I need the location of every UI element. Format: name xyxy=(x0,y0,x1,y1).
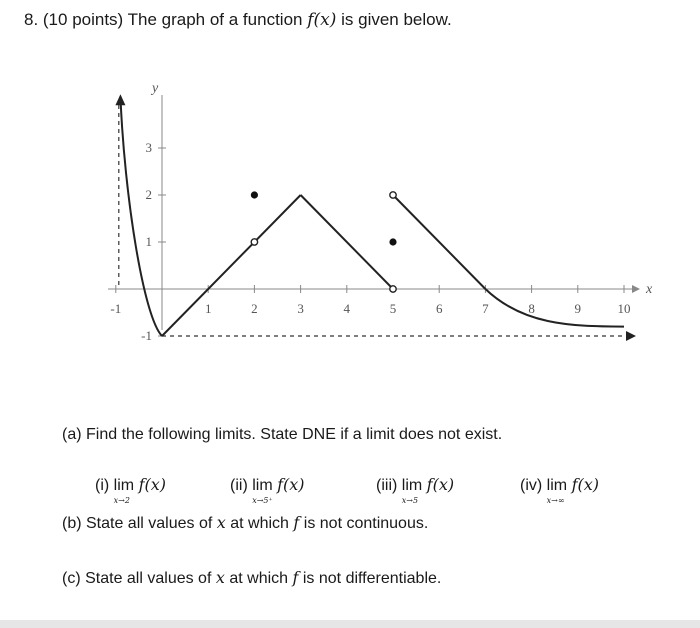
limit-label: (iii) xyxy=(376,477,398,494)
y-tick-label: 3 xyxy=(145,140,152,155)
part-b-text-1: (b) State all values of xyxy=(62,515,213,532)
bottom-bar xyxy=(0,620,700,628)
var-f: f xyxy=(293,513,300,532)
var-x: x xyxy=(215,568,225,587)
axes xyxy=(108,95,640,330)
left-curve-segment xyxy=(120,96,162,336)
x-tick-label: -1 xyxy=(110,301,122,316)
var-x: x xyxy=(216,513,226,532)
part-c-text-1: (c) State all values of xyxy=(62,570,212,587)
graph-points xyxy=(251,191,397,292)
x-tick-label: 10 xyxy=(617,301,631,316)
tick-marks xyxy=(116,148,624,336)
closed-point xyxy=(251,191,258,198)
asymptote-arrow xyxy=(626,331,636,341)
x-tick-label: 9 xyxy=(574,301,582,316)
limit-label: (iv) xyxy=(520,477,543,494)
x-tick-label: 3 xyxy=(297,301,304,316)
limit-lim: lim xyxy=(252,477,273,494)
asymptotes xyxy=(119,105,636,341)
limit-iii xyxy=(376,475,455,505)
var-f: f xyxy=(292,568,299,587)
x-tick-label: 4 xyxy=(343,301,351,316)
limit-expr: f(x) xyxy=(426,475,455,494)
limit-ii xyxy=(230,475,305,505)
limit-expr: f(x) xyxy=(138,475,166,494)
x-tick-label: 2 xyxy=(251,301,258,316)
tick-labels xyxy=(110,140,630,343)
function-notation: f(x) xyxy=(307,10,337,30)
limit-expr: f(x) xyxy=(277,475,305,494)
limit-lim: lim xyxy=(546,477,568,494)
part-b xyxy=(62,513,428,533)
limit-subscript: x→5⁺ xyxy=(252,496,273,505)
x-tick-label: 6 xyxy=(435,301,443,316)
x-axis-label: x xyxy=(646,282,653,297)
x-tick-label: 1 xyxy=(204,301,212,316)
limit-label: (i) xyxy=(95,477,110,494)
limit-i xyxy=(95,475,166,505)
y-tick-label: 1 xyxy=(145,234,152,249)
x-axis-arrow xyxy=(632,285,640,293)
right-curve-segment xyxy=(485,289,624,327)
line-segment xyxy=(393,195,485,289)
y-axis-label: y xyxy=(152,81,159,96)
x-tick-label: 8 xyxy=(528,301,535,316)
question-number-points: 8. (10 points) The graph of a function xyxy=(24,10,303,29)
limit-label: (ii) xyxy=(230,477,248,494)
limit-iv xyxy=(520,475,599,505)
part-c-text-3: is not differentiable. xyxy=(302,570,442,587)
open-point xyxy=(251,239,257,245)
open-point xyxy=(390,192,396,198)
line-segment xyxy=(162,195,301,336)
open-point xyxy=(390,286,396,292)
part-b-text-2: at which xyxy=(230,515,289,532)
limit-subscript: x→2 xyxy=(113,496,130,505)
line-segment xyxy=(301,195,393,289)
left-curve-arrow xyxy=(115,94,125,105)
limit-lim: lim xyxy=(113,477,135,494)
limit-subscript: x→5 xyxy=(401,496,419,505)
y-tick-label: -1 xyxy=(141,328,152,343)
x-tick-label: 5 xyxy=(389,301,397,316)
limit-lim: lim xyxy=(401,477,423,494)
part-b-text-3: is not continuous. xyxy=(303,515,429,532)
y-tick-label: 2 xyxy=(145,187,152,202)
part-c xyxy=(62,568,441,588)
graph-segments xyxy=(115,94,624,336)
limit-expr: f(x) xyxy=(571,475,599,494)
part-c-text-2: at which xyxy=(229,570,289,587)
part-a: (a) Find the following limits. State DNE if a limit does not exist. xyxy=(62,426,503,443)
question-suffix: is given below. xyxy=(341,10,452,29)
x-tick-label: 7 xyxy=(482,301,489,316)
limit-subscript: x→∞ xyxy=(546,496,565,505)
closed-point xyxy=(389,238,396,245)
